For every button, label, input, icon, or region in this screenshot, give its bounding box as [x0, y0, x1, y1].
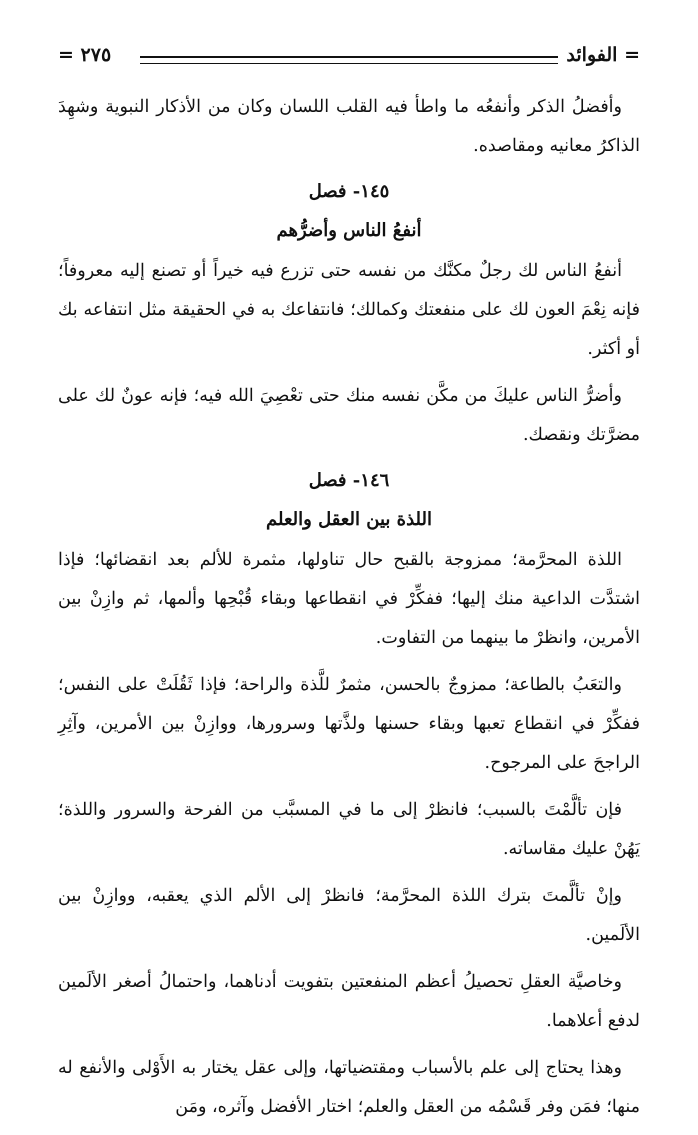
running-header — [58, 44, 640, 74]
page-number: ٢٧٥ = — [58, 44, 112, 66]
page-body — [58, 88, 640, 1135]
section-title-145: أنفعُ الناس وأضرُّهم — [276, 220, 422, 241]
paragraph-most-beneficial: أنفعُ الناس لك رجلٌ مكنَّك من نفسه حتى تزرع فيه خيراً أو تصنع إليه معروفاً؛ فإنه نِعْمَ العون لك على منفعتك وكمالك؛ فانتفاعك به في الحقيقة مثل انتفاعه بك أو أكثر. — [58, 261, 640, 359]
paragraph-forbidden-pleasure: اللذة المحرَّمة؛ ممزوجة بالقبح حال تناولها، مثمرة للألم بعد انقضائها؛ فإذا اشتدَّت الداعية منك إليها؛ ففكِّرْ في انقطاعها وبقاء قُبْحِها وألمها، ثم وازِنْ بين الأمرين، وانظرْ ما بينهما من التفاوت. — [58, 550, 640, 648]
paragraph-knowledge: وهذا يحتاج إلى علم بالأسباب ومقتضياتها، وإلى عقل يختار به الأَوْلى والأنفع له منها؛ فمَن وفر قَسْمُه من العقل والعلم؛ اختار الأفضل وآثره، ومَن — [58, 1058, 640, 1117]
paragraph-pain-of-cause: فإن تألَّمْتَ بالسبب؛ فانظرْ إلى ما في المسبَّب من الفرحة والسرور واللذة؛ يَهُنْ عليك مقاساته. — [58, 800, 640, 859]
section-title-146: اللذة بين العقل والعلم — [266, 509, 432, 530]
paragraph-most-harmful: وأضرُّ الناس عليكَ من مكَّن نفسه منك حتى تعْصِيَ الله فيه؛ فإنه عونٌ لك على مضرَّتك ونقصك. — [58, 386, 640, 445]
header-rule — [140, 56, 558, 64]
section-heading-145: ١٤٥- فصل — [308, 181, 390, 202]
paragraph-obedience-toil: والتعَبُ بالطاعة؛ ممزوجٌ بالحسن، مثمرٌ للَّذة والراحة؛ فإذا ثَقُلَتْ على النفس؛ ففكِّرْ في انقطاع تعبها وبقاء حسنها ولذَّتها وسرورها، ووازِنْ بين الأمرين، وآثِرِ الراجحَ على المرجوح. — [58, 675, 640, 773]
paragraph-dhikr: وأفضلُ الذكر وأنفعُه ما واطأ فيه القلب اللسان وكان من الأذكار النبوية وشهِدَ الذاكرُ معانيه ومقاصده. — [58, 97, 640, 156]
book-title: = الفوائد — [566, 44, 640, 66]
paragraph-intellect: وخاصيَّة العقلِ تحصيلُ أعظم المنفعتين بتفويت أدناهما، واحتمالُ أصغر الألَمين لدفع أعلاهما. — [58, 972, 640, 1031]
paragraph-leaving-pleasure: وإنْ تألَّمتَ بترك اللذة المحرَّمة؛ فانظرْ إلى الألم الذي يعقبه، ووازِنْ بين الألَمين. — [58, 886, 640, 945]
section-heading-146: ١٤٦- فصل — [308, 470, 390, 491]
